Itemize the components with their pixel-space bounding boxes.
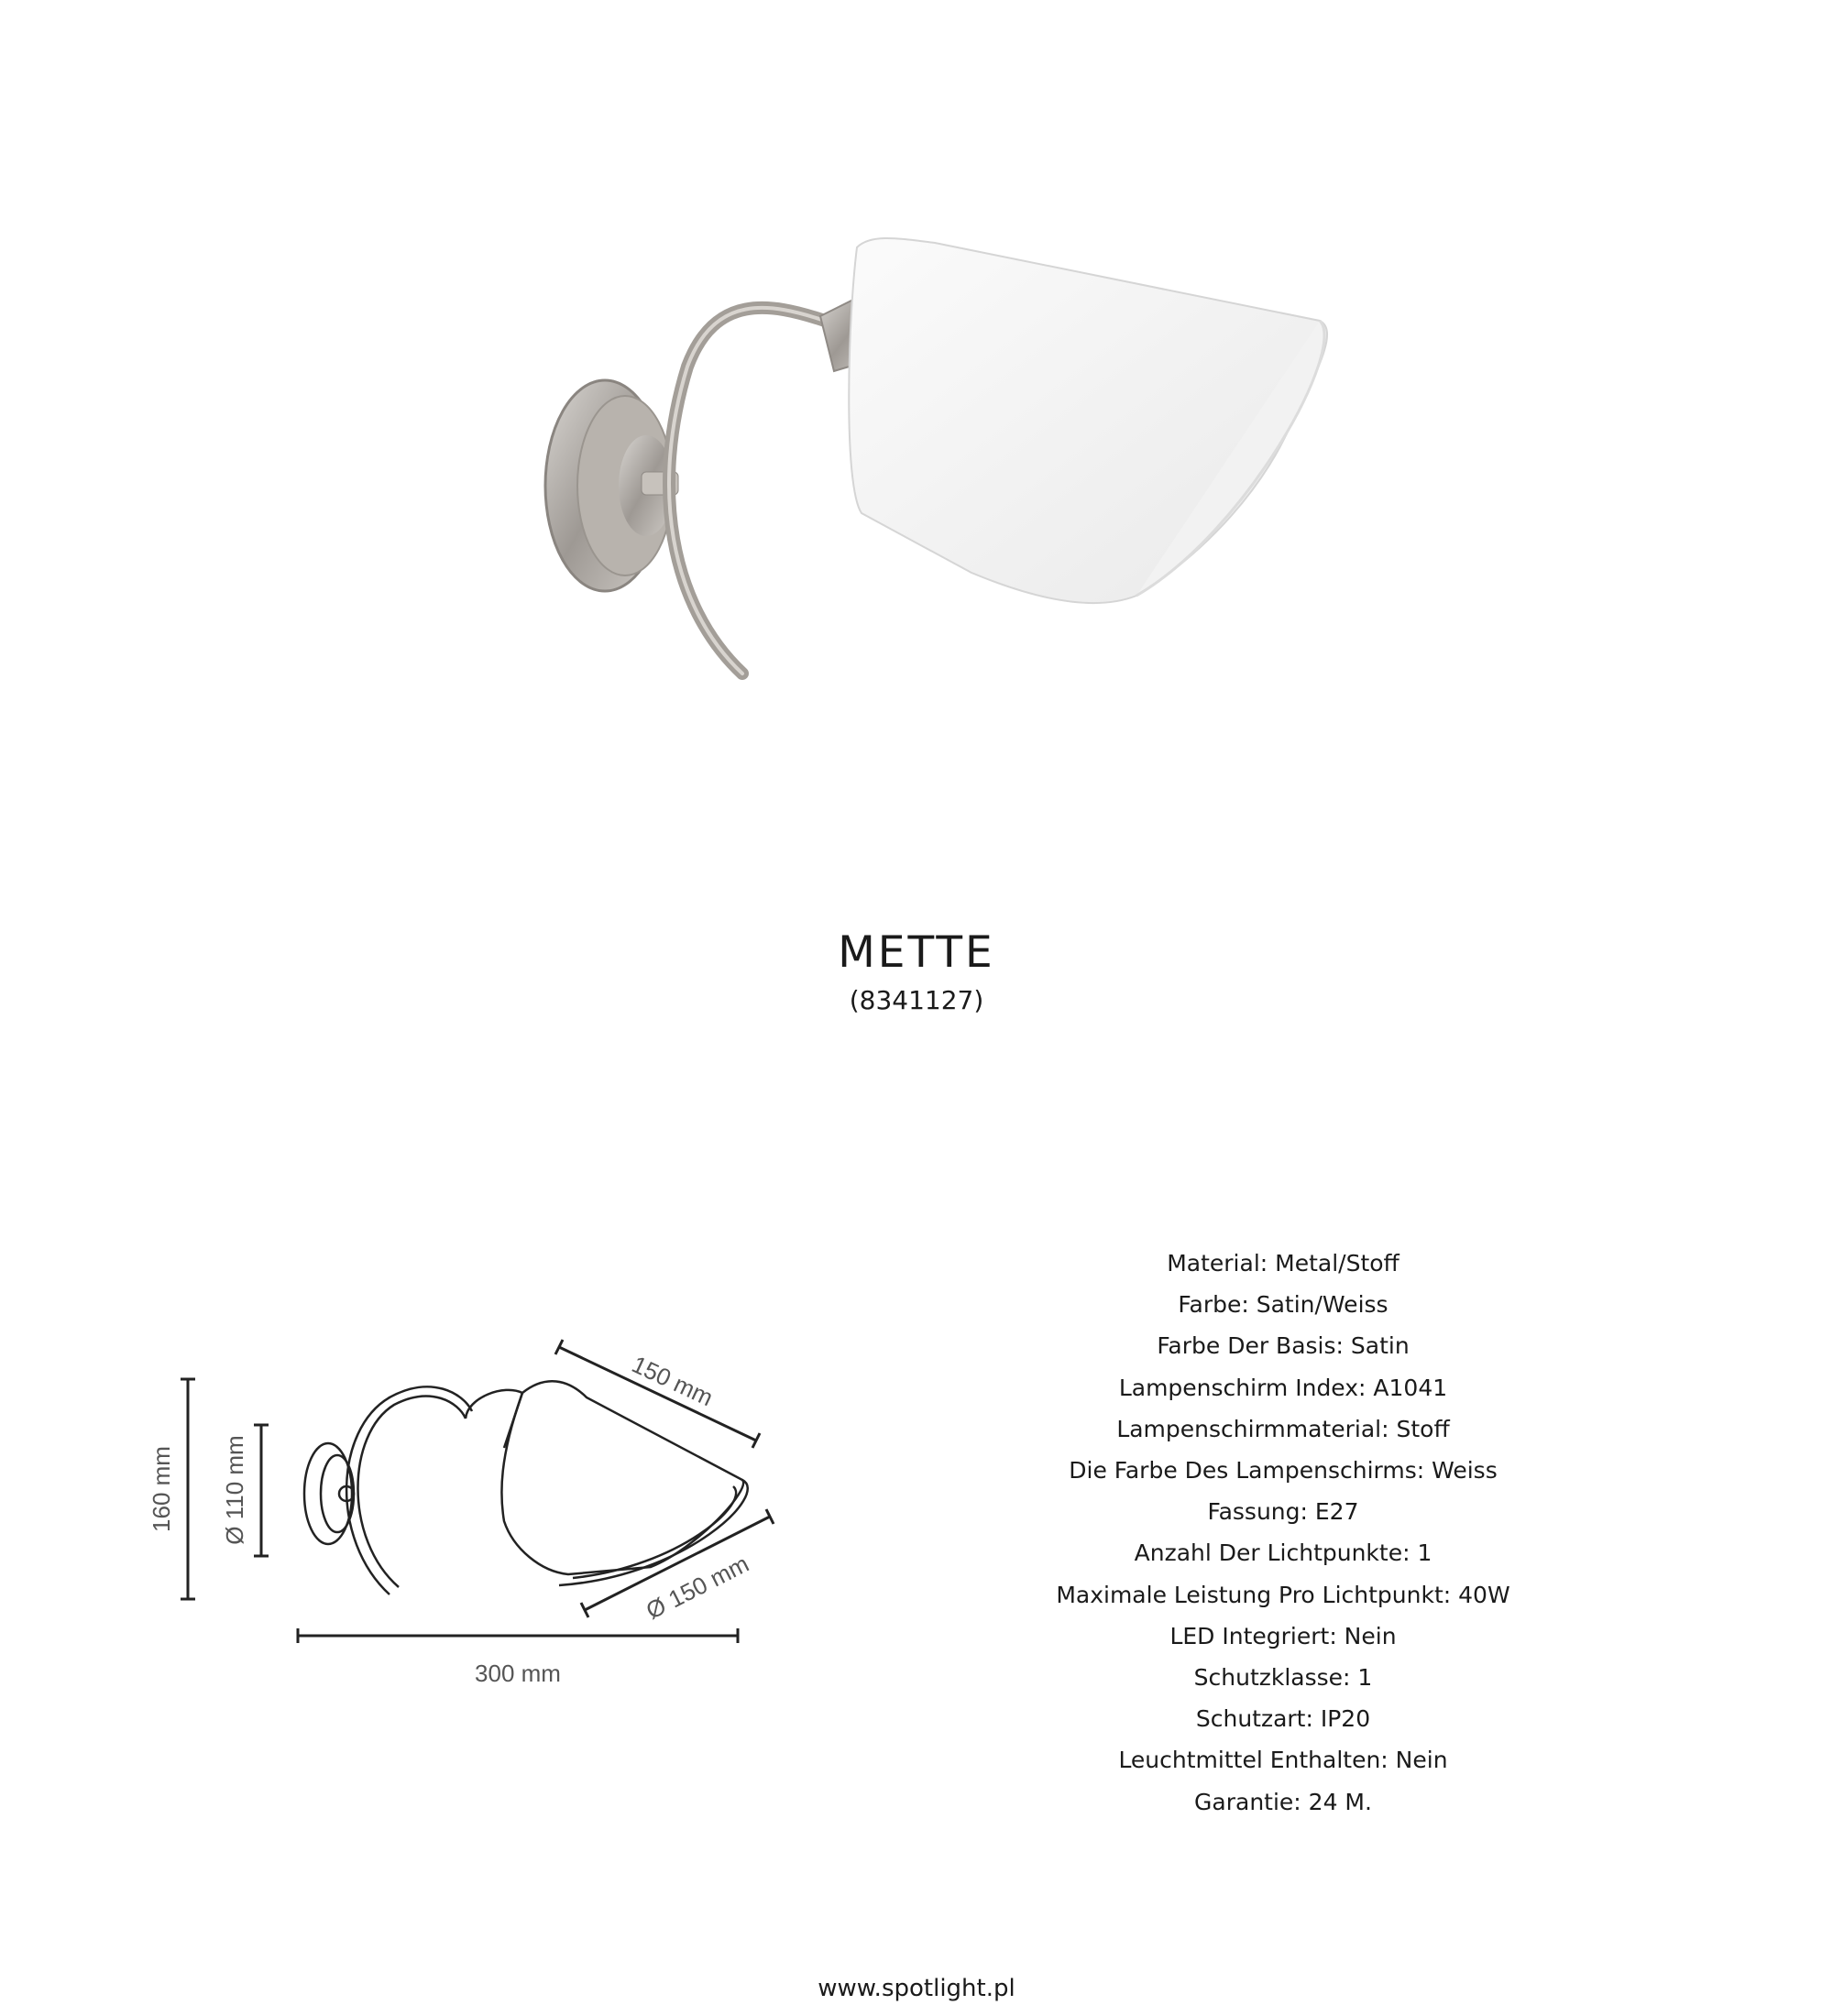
spec-item: Farbe: Satin/Weiss xyxy=(1178,1291,1388,1319)
spec-item: Anzahl Der Lichtpunkte: 1 xyxy=(1134,1539,1432,1567)
product-code: (8341127) xyxy=(849,985,984,1015)
spec-item: Lampenschirmmaterial: Stoff xyxy=(1116,1415,1450,1442)
spec-item: LED Integriert: Nein xyxy=(1169,1622,1397,1649)
dim-shade-diameter-label: Ø 150 mm xyxy=(642,1550,753,1625)
spec-item: Material: Metal/Stoff xyxy=(1167,1250,1399,1276)
product-name: METTE xyxy=(838,927,995,978)
spec-item: Garantie: 24 M. xyxy=(1194,1788,1372,1815)
dimension-drawing xyxy=(128,1320,788,1704)
spec-item: Schutzart: IP20 xyxy=(1195,1705,1371,1733)
website-link[interactable]: www.spotlight.pl xyxy=(818,1975,1015,2002)
spec-item: Schutzklasse: 1 xyxy=(1193,1664,1373,1692)
spec-item: Farbe Der Basis: Satin xyxy=(1157,1332,1410,1360)
dim-shade-length-label: 150 mm xyxy=(627,1350,718,1412)
spec-list xyxy=(1008,1243,1558,1823)
spec-item: Lampenschirm Index: A1041 xyxy=(1118,1374,1448,1401)
spec-item: Maximale Leistung Pro Lichtpunkt: 40W xyxy=(1056,1581,1510,1608)
spec-item: Leuchtmittel Enthalten: Nein xyxy=(1118,1747,1448,1774)
product-photo xyxy=(495,211,1356,724)
dim-base-diameter-label: Ø 110 mm xyxy=(221,1435,248,1545)
spec-item: Die Farbe Des Lampenschirms: Weiss xyxy=(1069,1457,1498,1485)
dim-height-label: 160 mm xyxy=(148,1446,175,1532)
dim-width-label: 300 mm xyxy=(475,1660,561,1687)
spec-item: Fassung: E27 xyxy=(1207,1498,1359,1526)
title-block xyxy=(0,926,1833,1017)
